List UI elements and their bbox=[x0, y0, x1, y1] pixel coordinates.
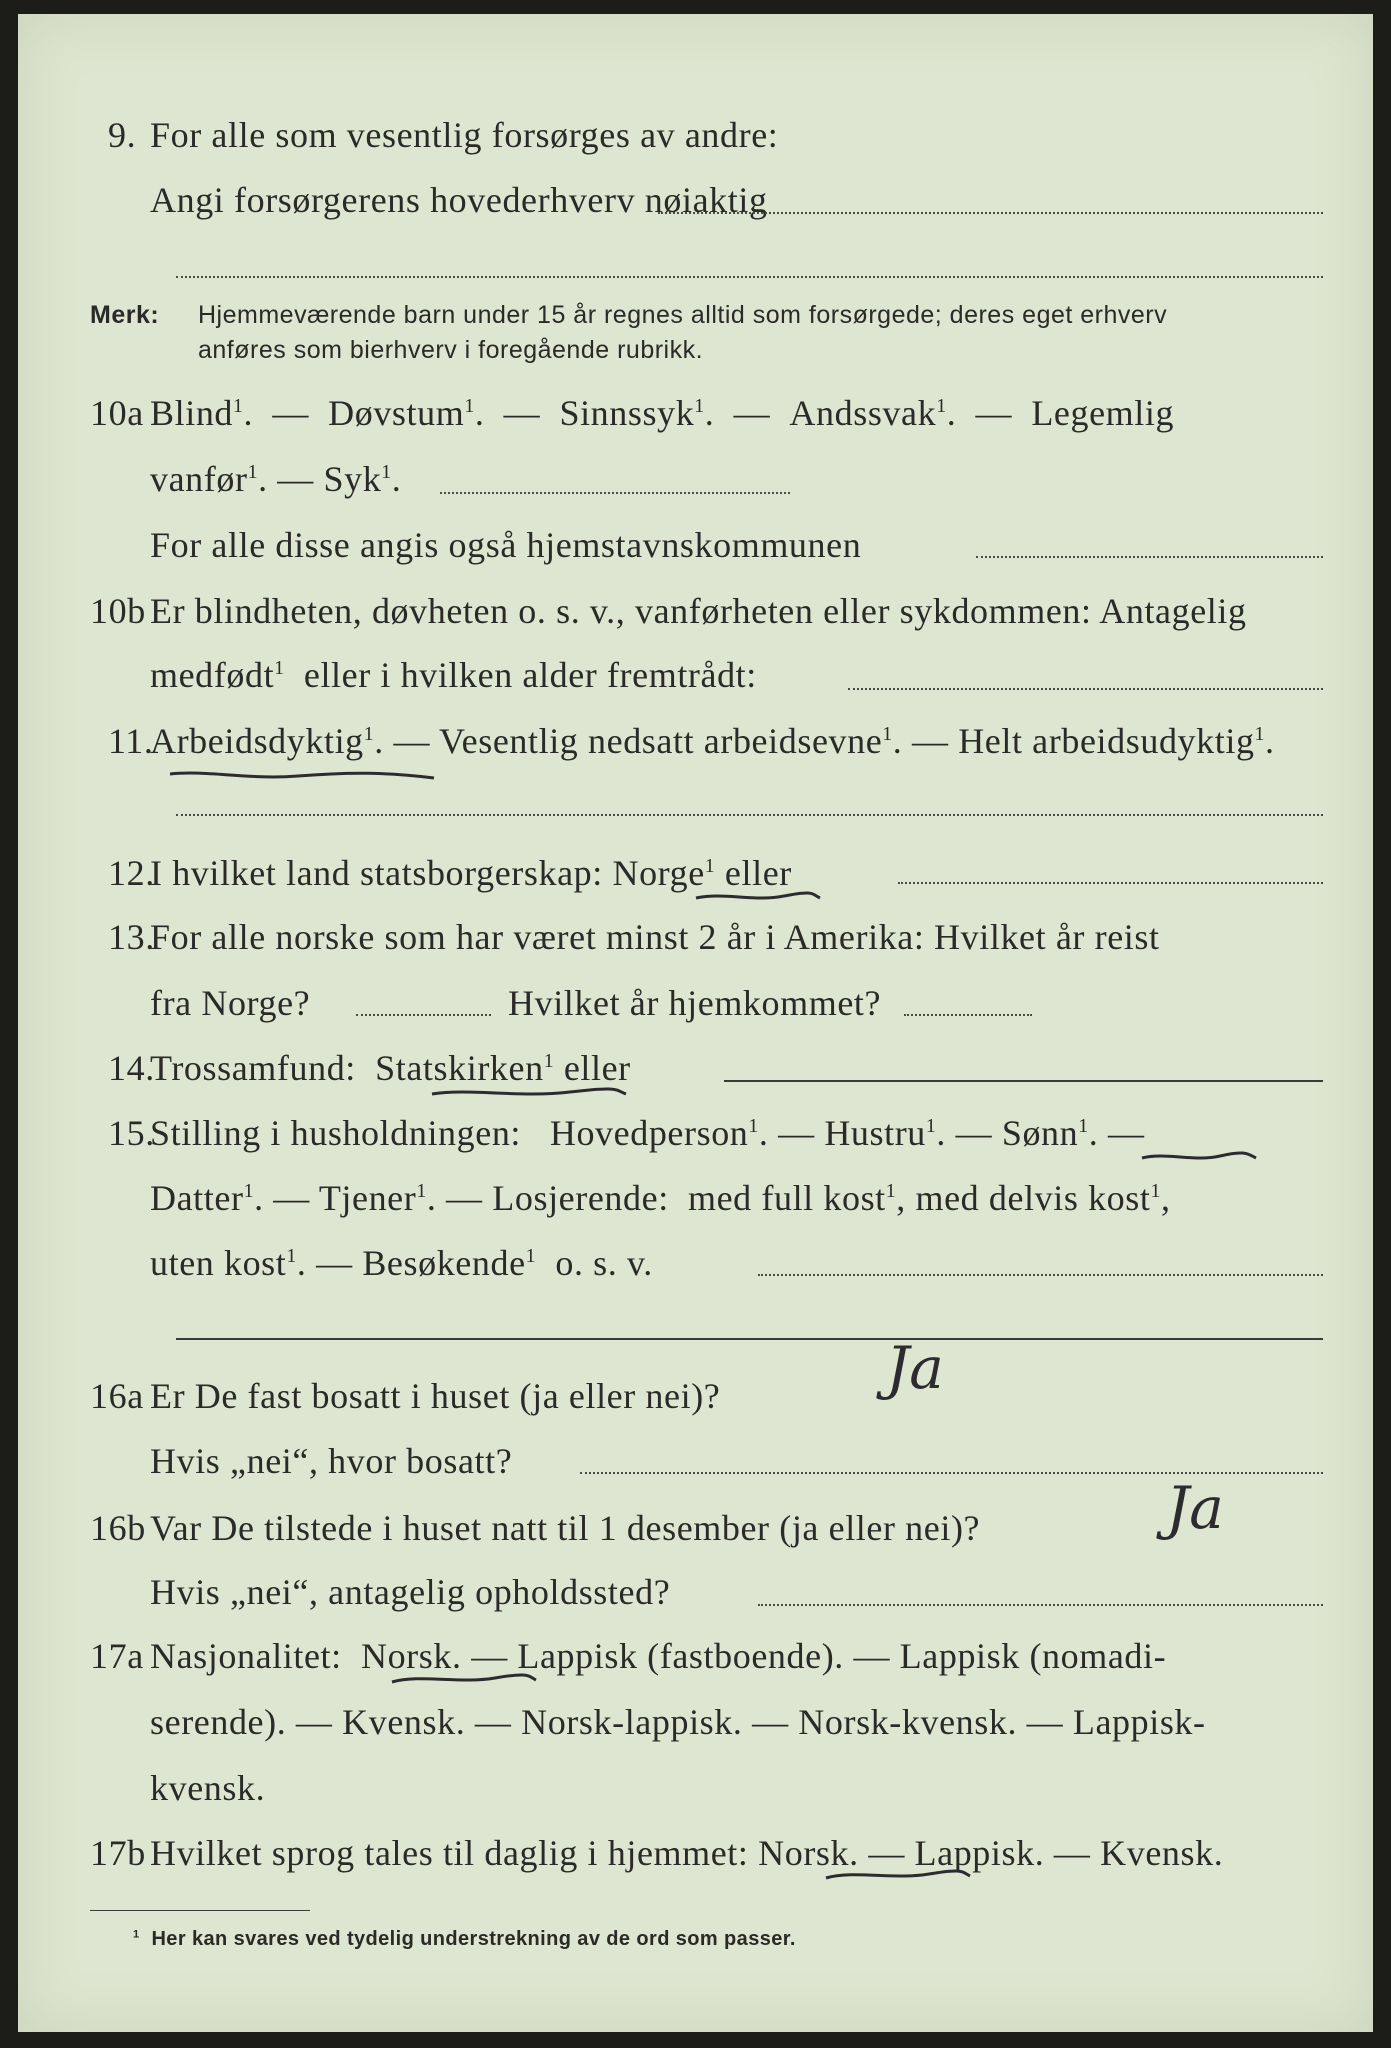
q14-handwritten-underline bbox=[430, 1084, 630, 1104]
q15-tjener[interactable]: Tjener bbox=[318, 1178, 417, 1218]
q15-delvis-kost[interactable]: med delvis kost bbox=[915, 1178, 1151, 1218]
q17b-line bbox=[90, 1832, 1224, 1874]
q17b-handwritten-underline bbox=[824, 1866, 974, 1886]
q10a-hjemstavn-line[interactable] bbox=[976, 556, 1323, 558]
q10a-sinnssyk: Sinnssyk bbox=[559, 393, 695, 433]
q15-line1 bbox=[108, 1112, 1145, 1154]
q13-hjemkommet-line[interactable] bbox=[904, 1014, 1032, 1016]
q13-text: For alle norske som har været minst 2 år i Amerika: Hvilket år reist bbox=[150, 917, 1160, 957]
q10b-medfodt: medfødt bbox=[150, 655, 275, 695]
footnote bbox=[133, 1928, 796, 1951]
q13-reist-line[interactable] bbox=[356, 1014, 491, 1016]
q10a-legemlig: Legemlig bbox=[1031, 393, 1175, 433]
q14-number: 14. bbox=[108, 1048, 155, 1088]
q15-hovedperson[interactable]: Hovedperson bbox=[549, 1113, 749, 1153]
q17a-text: Nasjonalitet: Norsk. — Lappisk (fastboende). — Lappisk (nomadi- bbox=[150, 1636, 1167, 1676]
q17b-norsk[interactable]: Norsk. bbox=[758, 1833, 859, 1873]
q10b-answer-line[interactable] bbox=[848, 688, 1323, 690]
q16a-text: Er De fast bosatt i huset (ja eller nei)? bbox=[150, 1376, 721, 1416]
q9-number: 9. bbox=[108, 115, 137, 155]
q15-uten-kost[interactable]: uten kost bbox=[150, 1243, 287, 1283]
footnote-text: Her kan svares ved tydelig understrekning av de ord som passer. bbox=[151, 1928, 796, 1950]
q10a-blind: Blind bbox=[150, 393, 234, 433]
q15-handwritten-underline bbox=[1140, 1148, 1260, 1168]
q17a-line1 bbox=[90, 1635, 1167, 1677]
q12-number: 12. bbox=[108, 853, 155, 893]
q12-handwritten-underline bbox=[694, 888, 824, 908]
q16a-line2: Hvis „nei“, hvor bosatt? bbox=[150, 1441, 513, 1481]
q11-number: 11. bbox=[108, 721, 154, 761]
census-form-page bbox=[18, 14, 1373, 2032]
q17a-number: 17a bbox=[90, 1636, 144, 1676]
q15-datter[interactable]: Datter bbox=[150, 1178, 244, 1218]
q15-number: 15. bbox=[108, 1113, 155, 1153]
q11-handwritten-underline bbox=[168, 766, 438, 788]
q9-answer-line-2[interactable] bbox=[176, 276, 1323, 278]
q10a-syk: Syk bbox=[323, 459, 382, 499]
q16b-line1 bbox=[90, 1507, 981, 1549]
q10b-line2: medfødt$^1$ eller i hvilken alder fremtrådt: bbox=[150, 655, 757, 695]
q13-line2a: fra Norge? bbox=[150, 983, 311, 1023]
q12-answer-line[interactable] bbox=[898, 882, 1323, 884]
q10b-number: 10b bbox=[90, 591, 146, 631]
q16b-handwritten-answer[interactable]: Ja bbox=[1166, 1474, 1224, 1542]
q10a-vanfor: vanfør bbox=[150, 459, 248, 499]
q14-answer-line[interactable] bbox=[724, 1080, 1323, 1082]
q10a-dovstum: Døvstum bbox=[328, 393, 465, 433]
footnote-rule bbox=[90, 1910, 310, 1911]
q11-udyktig[interactable]: Helt arbeidsudyktig bbox=[958, 721, 1255, 761]
q13-line2b: Hvilket år hjemkommet? bbox=[508, 983, 882, 1023]
q15-line2: Datter$^1$. — Tjener$^1$. — Losjerende: med full kost$^1$, med delvis kost$^1$, bbox=[150, 1178, 1171, 1218]
merk-line2: anføres som bierhverv i foregående rubrikk. bbox=[198, 336, 704, 364]
merk-line1: Hjemmeværende barn under 15 år regnes alltid som forsørgede; deres eget erhverv bbox=[198, 301, 1168, 329]
q10a-andssvak: Andssvak bbox=[789, 393, 937, 433]
q16b-answer-line[interactable] bbox=[758, 1604, 1323, 1606]
q15-answer-line[interactable] bbox=[758, 1274, 1323, 1276]
q11-nedsatt[interactable]: Vesentlig nedsatt arbeidsevne bbox=[439, 721, 883, 761]
q15-text: Stilling i husholdningen: Hovedperson$^1$. — Hustru$^1$. — Sønn$^1$. — bbox=[150, 1113, 1145, 1153]
q11-answer-line[interactable] bbox=[176, 814, 1323, 816]
q14-statskirken[interactable]: Statskirken bbox=[375, 1048, 544, 1088]
q10b-line1 bbox=[90, 590, 1247, 632]
q13-number: 13. bbox=[108, 917, 155, 957]
q11-arbeidsdyktig[interactable]: Arbeidsdyktig bbox=[150, 721, 364, 761]
q12-text: I hvilket land statsborgerskap: Norge$^1$ eller bbox=[150, 853, 792, 893]
q9-line1 bbox=[108, 114, 779, 156]
q17a-handwritten-underline bbox=[390, 1670, 540, 1690]
q17b-text: Hvilket sprog tales til daglig i hjemmet: Norsk. — Lappisk. — Kvensk. bbox=[150, 1833, 1224, 1873]
q12-norge[interactable]: Norge bbox=[612, 853, 705, 893]
q10a-answer-line[interactable] bbox=[440, 492, 790, 494]
q9-text: For alle som vesentlig forsørges av andre: bbox=[150, 115, 779, 155]
q14-text: Trossamfund: Statskirken$^1$ eller bbox=[150, 1048, 631, 1088]
q16a-line1 bbox=[90, 1375, 721, 1417]
q10b-rest: eller i hvilken alder fremtrådt: bbox=[303, 655, 757, 695]
q17a-line3: kvensk. bbox=[150, 1768, 266, 1808]
q12-line bbox=[108, 852, 792, 894]
q16b-line2: Hvis „nei“, antagelig opholdssted? bbox=[150, 1572, 671, 1612]
q13-line1 bbox=[108, 916, 1160, 958]
footnote-mark: 1 bbox=[133, 1928, 140, 1941]
q10a-options: Blind$^1$. — Døvstum$^1$. — Sinnssyk$^1$. — Andssvak$^1$. — Legemlig bbox=[150, 393, 1175, 433]
q15-hustru[interactable]: Hustru bbox=[824, 1113, 926, 1153]
q17a-norsk[interactable]: Norsk. bbox=[360, 1636, 462, 1676]
merk-label: Merk: bbox=[90, 301, 160, 329]
q17b-number: 17b bbox=[90, 1833, 146, 1873]
q16a-handwritten-answer[interactable]: Ja bbox=[886, 1334, 944, 1402]
q15-separator bbox=[176, 1338, 1323, 1340]
q17a-line2: serende). — Kvensk. — Norsk-lappisk. — Norsk-kvensk. — Lappisk- bbox=[150, 1702, 1206, 1742]
q10a-line1 bbox=[90, 392, 1175, 434]
q11-options: Arbeidsdyktig$^1$. — Vesentlig nedsatt arbeidsevne$^1$. — Helt arbeidsudyktig$^1$. bbox=[150, 721, 1275, 761]
q15-full-kost[interactable]: med full kost bbox=[688, 1178, 886, 1218]
q10a-line3: For alle disse angis også hjemstavnskommunen bbox=[150, 525, 862, 565]
q15-sonn[interactable]: Sønn bbox=[1001, 1113, 1079, 1153]
q16b-number: 16b bbox=[90, 1508, 146, 1548]
q15-besokende[interactable]: Besøkende bbox=[362, 1243, 526, 1283]
q9-line2: Angi forsørgerens hovederhverv nøiaktig bbox=[150, 180, 768, 220]
q14-line bbox=[108, 1047, 631, 1089]
q11-line bbox=[108, 720, 1275, 762]
q16a-number: 16a bbox=[90, 1376, 144, 1416]
q10a-line2: vanfør$^1$. — Syk$^1$. bbox=[150, 459, 402, 499]
q9-answer-line[interactable] bbox=[658, 212, 1323, 214]
q15-line3: uten kost$^1$. — Besøkende$^1$ o. s. v. bbox=[150, 1243, 653, 1283]
q10a-number: 10a bbox=[90, 393, 144, 433]
q10b-text: Er blindheten, døvheten o. s. v., vanførheten eller sykdommen: Antagelig bbox=[150, 591, 1247, 631]
q16b-text: Var De tilstede i huset natt til 1 desember (ja eller nei)? bbox=[150, 1508, 981, 1548]
